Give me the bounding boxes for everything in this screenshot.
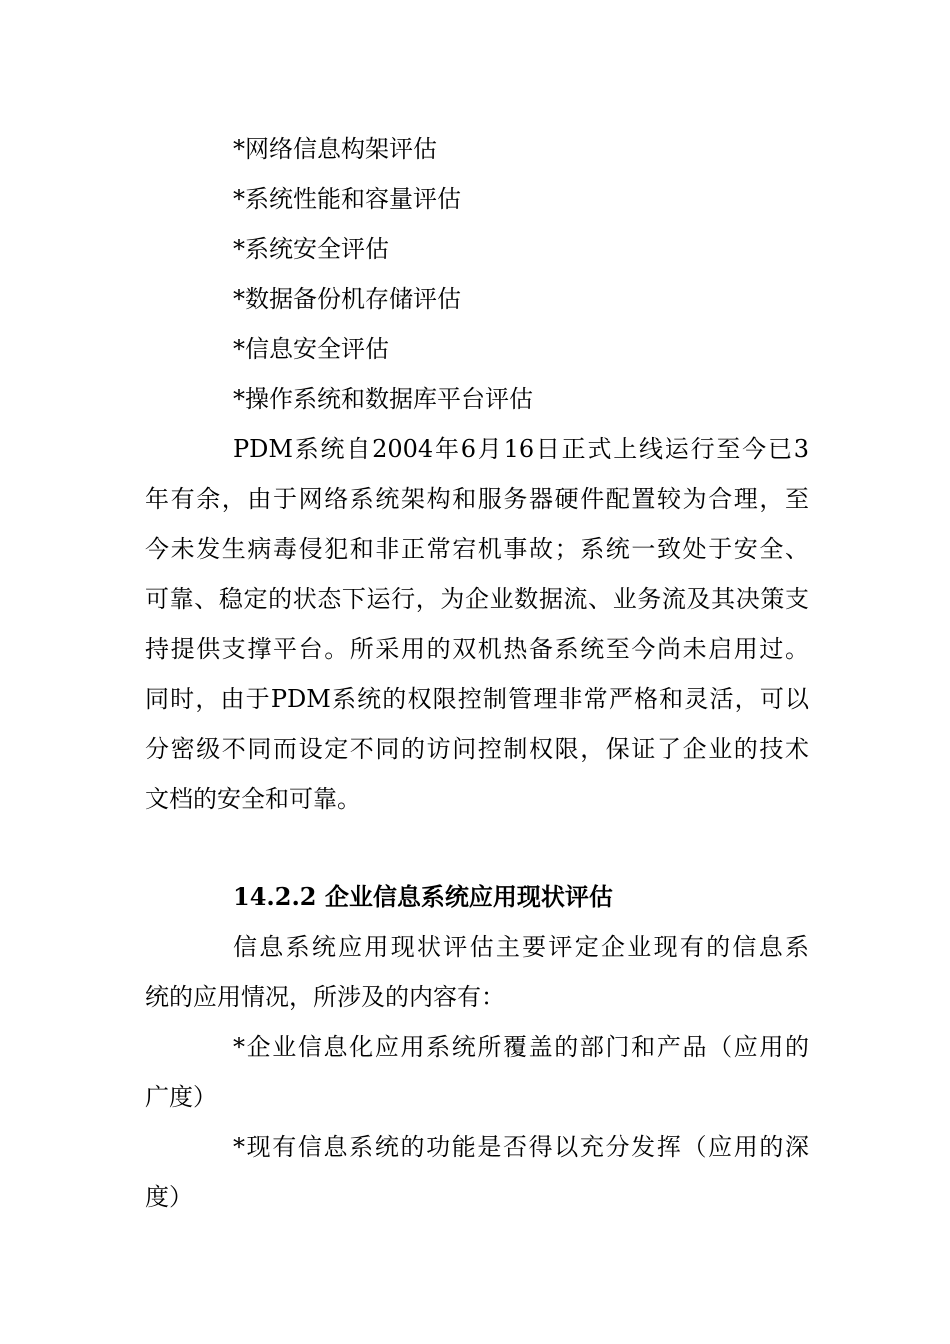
paragraph-line: 可靠、稳定的状态下运行，为企业数据流、业务流及其决策支 — [145, 585, 809, 613]
bullet-item: *系统性能和容量评估 — [233, 185, 461, 213]
section-heading: 14.2.2 企业信息系统应用现状评估 — [233, 882, 613, 911]
paragraph-line: 持提供支撑平台。所采用的双机热备系统至今尚未启用过。 — [145, 635, 809, 663]
paragraph-line: 统的应用情况，所涉及的内容有： — [145, 983, 505, 1011]
paragraph-line: 年有余，由于网络系统架构和服务器硬件配置较为合理，至 — [145, 485, 809, 513]
paragraph-line: 今未发生病毒侵犯和非正常宕机事故；系统一致处于安全、 — [145, 535, 809, 563]
bullet-continuation: 度） — [145, 1183, 193, 1211]
paragraph-line: 信息系统应用现状评估主要评定企业现有的信息系 — [233, 933, 809, 961]
paragraph-line: 分密级不同而设定不同的访问控制权限，保证了企业的技术 — [145, 735, 809, 763]
bullet-item: *信息安全评估 — [233, 335, 389, 363]
bullet-item: *网络信息构架评估 — [233, 135, 437, 163]
bullet-item: *数据备份机存储评估 — [233, 285, 461, 313]
bullet-item: *现有信息系统的功能是否得以充分发挥（应用的深 — [233, 1133, 809, 1161]
bullet-item: *系统安全评估 — [233, 235, 389, 263]
bullet-continuation: 广度） — [145, 1083, 217, 1111]
bullet-item: *操作系统和数据库平台评估 — [233, 385, 533, 413]
paragraph-line: 同时，由于PDM系统的权限控制管理非常严格和灵活，可以 — [145, 685, 809, 713]
bullet-item: *企业信息化应用系统所覆盖的部门和产品（应用的 — [233, 1033, 809, 1061]
paragraph-line: PDM系统自2004年6月16日正式上线运行至今已3 — [233, 435, 809, 463]
paragraph-line: 文档的安全和可靠。 — [145, 785, 361, 813]
